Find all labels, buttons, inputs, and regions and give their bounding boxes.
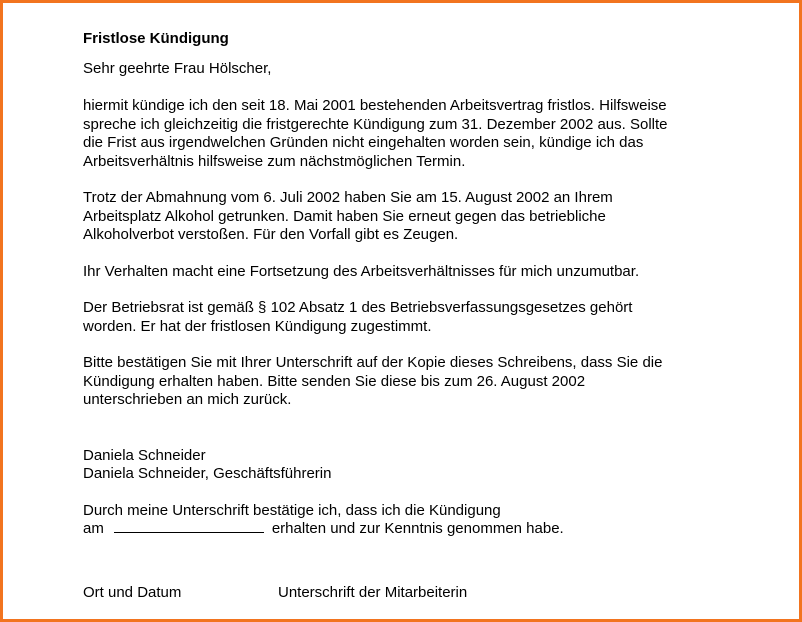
paragraph-line: spreche ich gleichzeitig die fristgerechte Kündigung zum 31. Dezember 2002 aus. Sollte: [83, 115, 668, 133]
salutation: Sehr geehrte Frau Hölscher,: [83, 59, 272, 77]
paragraph-line: Ihr Verhalten macht eine Fortsetzung des Arbeitsverhältnisses für mich unzumutbar.: [83, 262, 640, 280]
paragraph-confirmation-request: [83, 354, 763, 410]
letter-document: [83, 30, 763, 539]
confirmation-suffix: erhalten und zur Kenntnis genommen habe.: [271, 520, 564, 537]
confirmation-line1: Durch meine Unterschrift bestätige ich, dass ich die Kündigung: [83, 501, 501, 519]
paragraph-line: Kündigung erhalten haben. Bitte senden Sie diese bis zum 26. August 2002: [83, 372, 586, 390]
confirmation-block: [83, 502, 763, 539]
paragraph-line: Bitte bestätigen Sie mit Ihrer Unterschrift auf der Kopie dieses Schreibens, dass Sie die: [83, 354, 663, 371]
confirmation-date-row: [83, 520, 763, 539]
signature-block: [83, 447, 763, 484]
paragraph-line: worden. Er hat der fristlosen Kündigung zugestimmt.: [83, 317, 432, 335]
employee-signature-label: Unterschrift der Mitarbeiterin: [278, 584, 468, 601]
paragraph-line: Der Betriebsrat ist gemäß § 102 Absatz 1 des Betriebsverfassungsgesetzes gehört: [83, 299, 633, 316]
paragraph-reason: [83, 189, 763, 245]
confirmation-prefix: am: [83, 520, 104, 537]
signature-name: Daniela Schneider: [83, 446, 206, 464]
paragraph-works-council: [83, 299, 763, 336]
paragraph-termination: [83, 97, 763, 171]
paragraph-line: hiermit kündige ich den seit 18. Mai 2001 bestehenden Arbeitsvertrag fristlos. Hilfsweise: [83, 97, 667, 114]
signature-name-title: Daniela Schneider, Geschäftsführerin: [83, 465, 332, 482]
footer-signature-labels: [83, 584, 467, 601]
paragraph-line: Arbeitsverhältnis hilfsweise zum nächstmöglichen Termin.: [83, 152, 466, 170]
paragraph-line: die Frist aus irgendwelchen Gründen nicht eingehalten worden sein, kündige ich das: [83, 134, 644, 151]
paragraph-unacceptable: [83, 263, 763, 282]
date-blank-line[interactable]: [114, 520, 264, 533]
paragraph-line: Trotz der Abmahnung vom 6. Juli 2002 haben Sie am 15. August 2002 an Ihrem: [83, 189, 613, 206]
paragraph-line: unterschrieben an mich zurück.: [83, 391, 292, 408]
paragraph-line: Arbeitsplatz Alkohol getrunken. Damit haben Sie erneut gegen das betriebliche: [83, 207, 606, 225]
place-date-label: Ort und Datum: [83, 584, 182, 601]
paragraph-line: Alkoholverbot verstoßen. Für den Vorfall gibt es Zeugen.: [83, 226, 459, 243]
letter-title: Fristlose Kündigung: [83, 30, 229, 47]
